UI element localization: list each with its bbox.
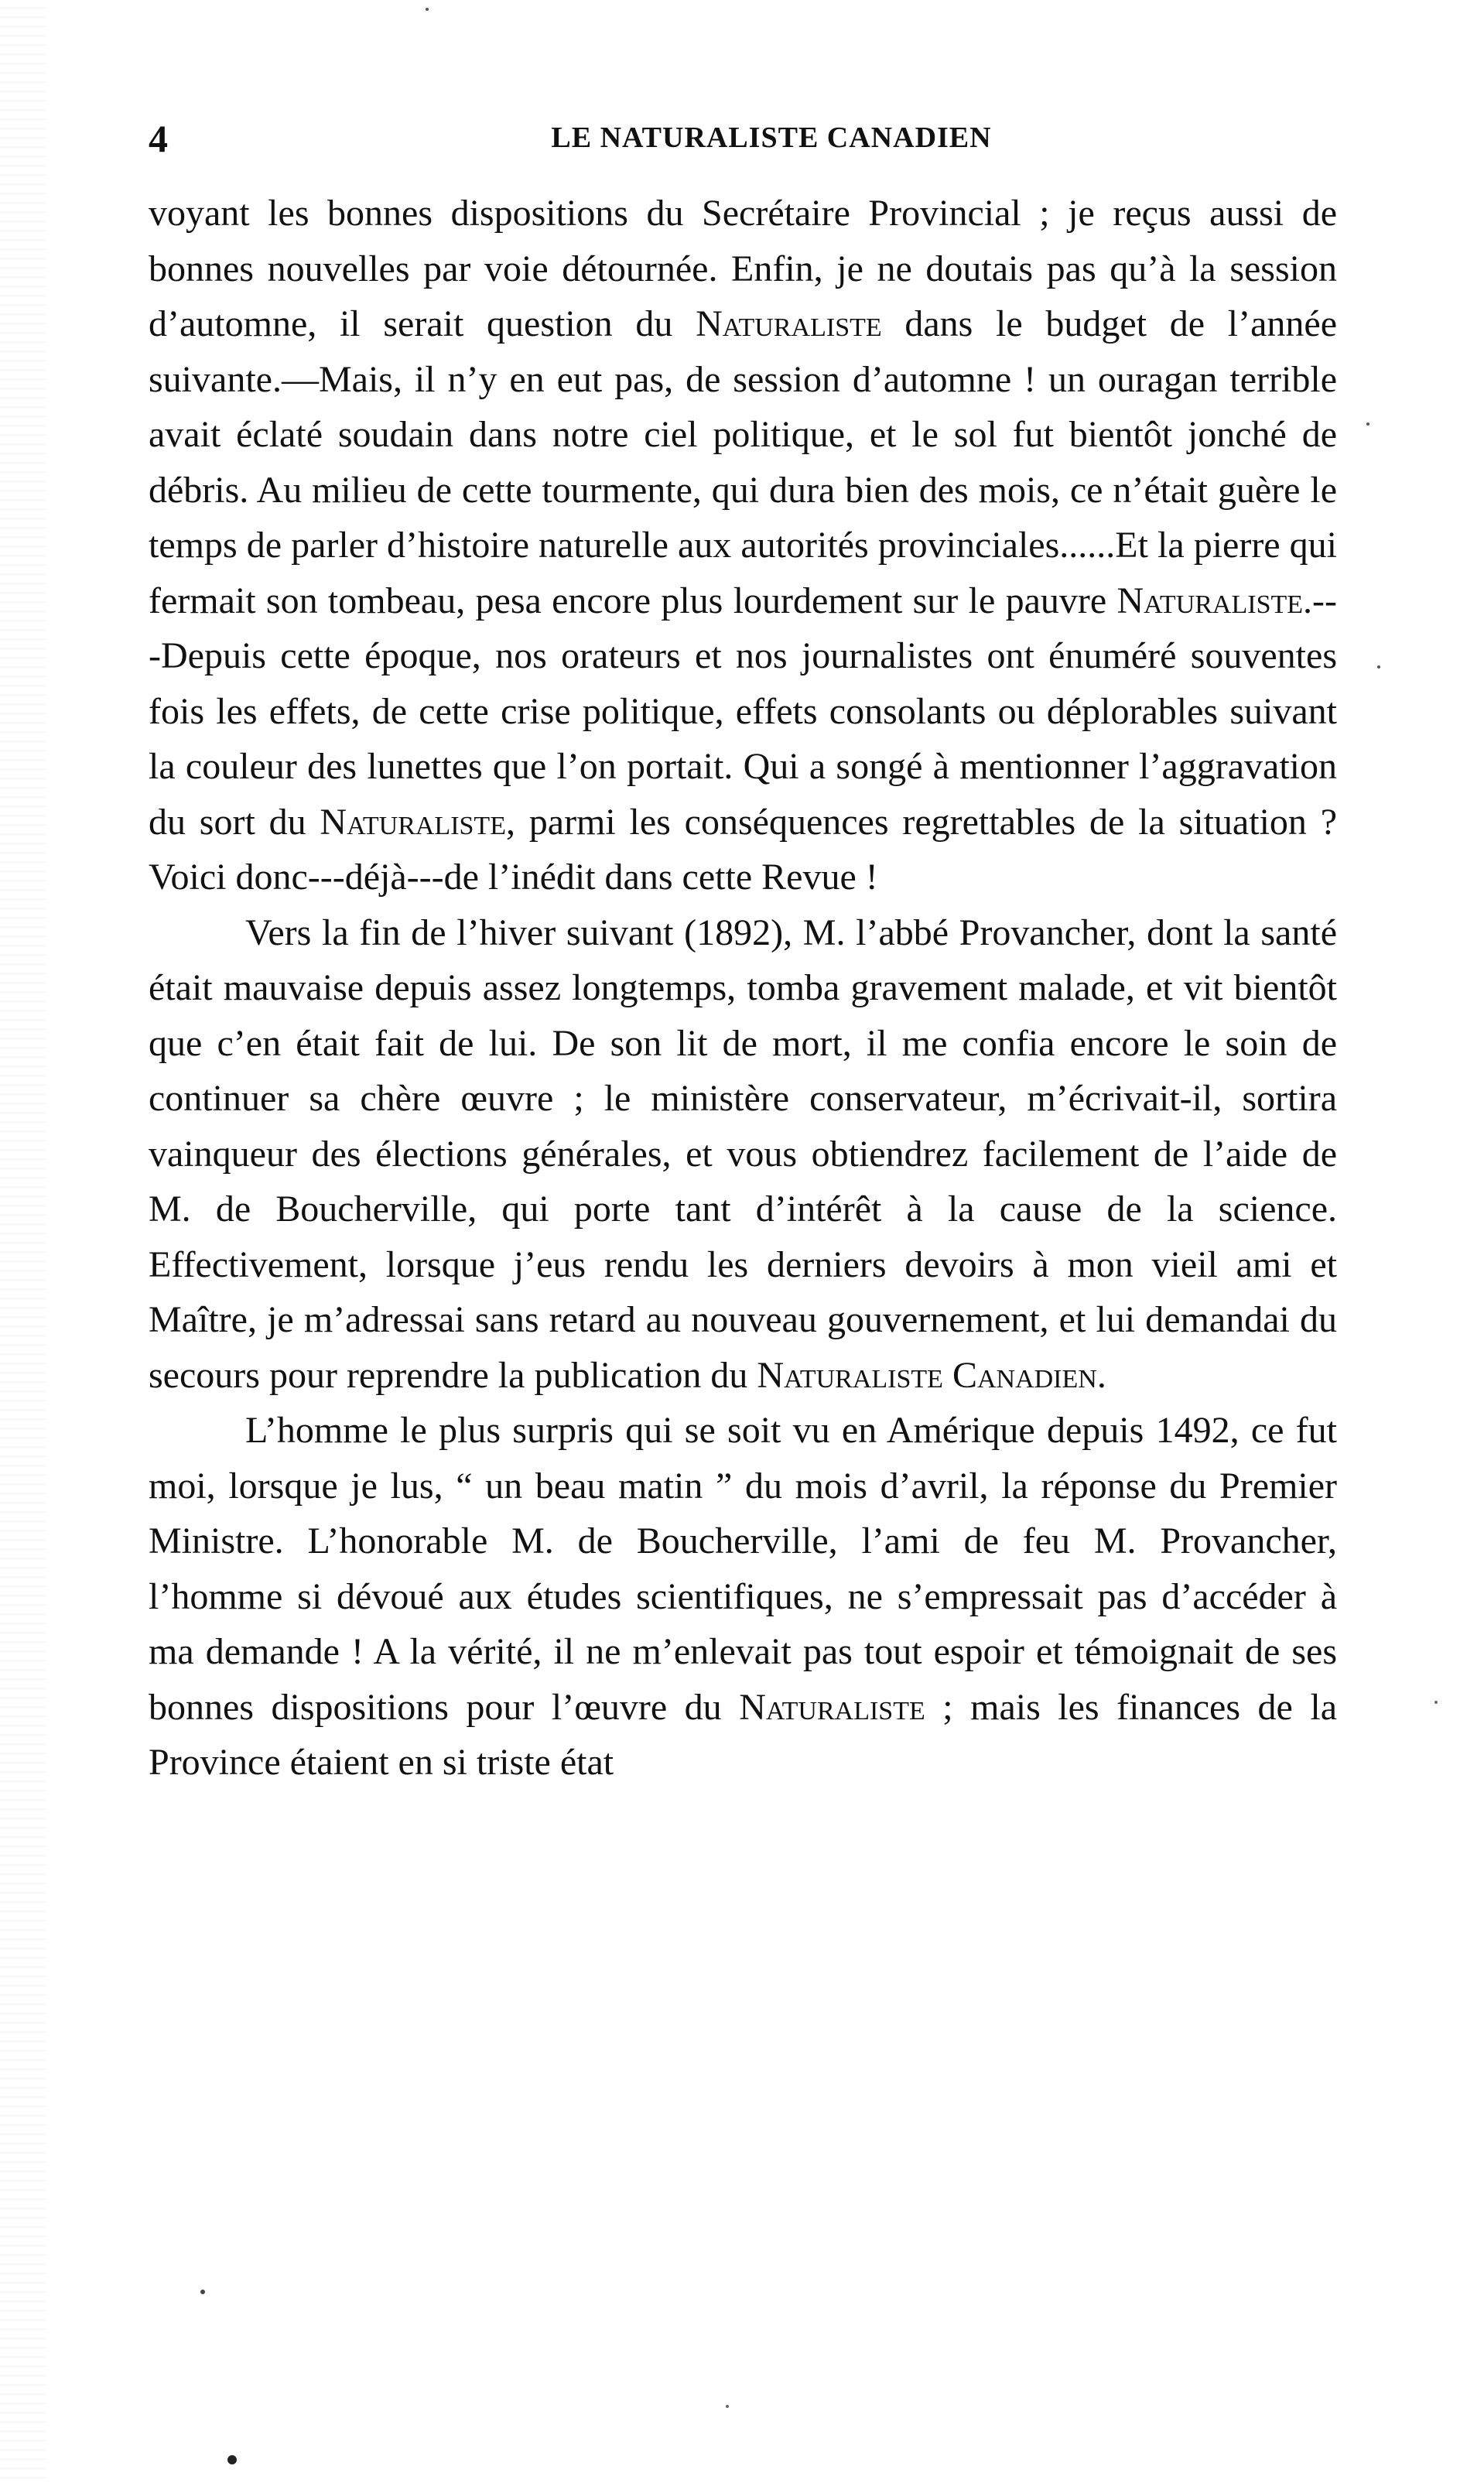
scan-edge-noise	[0, 0, 46, 2483]
paragraph-text: .	[1096, 1354, 1106, 1396]
paragraph	[149, 186, 1337, 905]
page-header	[149, 116, 1340, 162]
journal-name-text: Naturaliste	[739, 1686, 925, 1728]
ink-speck	[426, 8, 429, 11]
ink-speck	[1377, 665, 1380, 669]
paragraph-text: .---Depuis cette époque, nos orateurs et nos journalistes ont énuméré souventes fois les effets, de cette crise politique, effets consolants ou déplorables suivant la couleur des lunettes que l’on portait. Qui a songé à mentionner l’aggravation du sort du	[149, 580, 1337, 843]
journal-name-text: Naturaliste	[320, 801, 506, 843]
running-head: LE NATURALISTE CANADIEN	[551, 121, 992, 154]
journal-name-text: Naturaliste	[1116, 580, 1304, 621]
journal-name-text: Naturaliste Canadien	[757, 1354, 1097, 1396]
paragraph-text: dans le budget de l’année suivante.—Mais, il n’y en eut pas, de session d’automne ! un ouragan terrible avait éclaté soudain dans notre ciel politique, et le sol fut bientôt jonché de débris. Au milieu de cette tourmente, qui dura bien des mois, ce n’était guère le temps de parler d’histoire naturelle aux autorités provinciales......Et la pierre qui fermait son tombeau, pesa encore plus lourdement sur le pauvre	[149, 303, 1337, 621]
ink-speck	[1434, 1701, 1438, 1704]
body-text	[149, 186, 1337, 1790]
ink-speck	[726, 2405, 729, 2408]
ink-speck	[227, 2455, 237, 2464]
paragraph-text: L’homme le plus surpris qui se soit vu en Amérique depuis 1492, ce fut moi, lorsque je lus, “ un beau matin ” du mois d’avril, la réponse du Premier Ministre. L’honorable M. de Boucherville, l’ami de feu M. Provancher, l’homme si dévoué aux études scientifiques, ne s’empressait pas d’accéder à ma demande ! A la vérité, il ne m’enlevait pas tout espoir et témoignait de ses bonnes dispositions pour l’œuvre du	[149, 1410, 1337, 1728]
ink-speck	[200, 2290, 205, 2294]
paragraph-text: ; mais les finances de la Province étaient en si triste état	[149, 1686, 1338, 1783]
paragraph-text: Vers la fin de l’hiver suivant (1892), M. l’abbé Provancher, dont la santé était mauvaise depuis assez longtemps, tomba gravement malade, et vit bientôt que c’en était fait de lui. De son lit de mort, il me confia encore le soin de continuer sa chère œuvre ; le ministère conservateur, m’écrivait-il, sortira vainqueur des élections générales, et vous obtiendrez facilement de l’aide de M. de Boucherville, qui porte tant d’intérêt à la cause de la science. Effectivement, lorsque j’eus rendu les derniers devoirs à mon vieil ami et Maître, je m’adressai sans retard au nouveau gouvernement, et lui demandai du secours pour reprendre la publication du	[149, 911, 1337, 1396]
ink-speck	[1366, 422, 1369, 426]
paragraph	[149, 1403, 1337, 1790]
paragraph-text: voyant les bonnes dispositions du Secrétaire Provincial ; je reçus aussi de bonnes nouvelles par voie détournée. Enfin, je ne doutais pas qu’à la session d’automne, il serait question du	[149, 193, 1337, 344]
paragraph-text: , parmi les conséquences regrettables de la situation ? Voici donc---déjà---de l’inédit dans cette Revue !	[149, 801, 1338, 898]
page-number: 4	[149, 117, 168, 160]
paragraph	[149, 905, 1337, 1404]
journal-name-text: Naturaliste	[696, 303, 882, 344]
